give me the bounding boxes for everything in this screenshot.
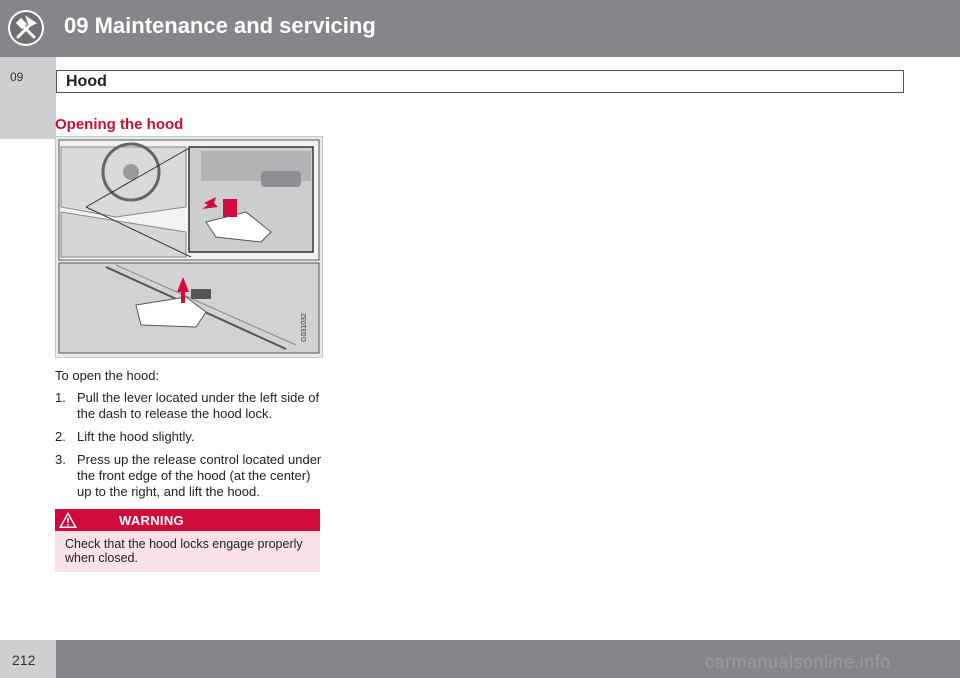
watermark: carmanualsonline.info bbox=[705, 652, 891, 672]
step-number: 3. bbox=[55, 452, 66, 467]
step-text: Press up the release control located under the front edge of the hood (at the center) up to the right, and lift the hood. bbox=[77, 452, 322, 499]
step-number: 2. bbox=[55, 429, 66, 444]
step-item bbox=[55, 429, 323, 445]
section-title: Hood bbox=[66, 73, 107, 90]
step-text: Lift the hood slightly. bbox=[77, 429, 195, 444]
warning-header bbox=[55, 509, 320, 531]
warning-triangle-icon bbox=[58, 510, 78, 530]
warning-box bbox=[55, 509, 320, 572]
step-item bbox=[55, 452, 323, 500]
illustration-drawing bbox=[56, 137, 322, 357]
intro-text: To open the hood: bbox=[55, 368, 160, 383]
step-text: Pull the lever located under the left side of the dash to release the hood lock. bbox=[77, 390, 320, 421]
step-number: 1. bbox=[55, 390, 66, 405]
steps-list bbox=[55, 390, 323, 507]
warning-title: WARNING bbox=[119, 513, 184, 528]
subheading: Opening the hood bbox=[55, 116, 184, 133]
chapter-tab bbox=[0, 57, 56, 139]
chapter-title: 09 Maintenance and servicing bbox=[64, 13, 376, 38]
chapter-number: 09 bbox=[10, 70, 24, 84]
figure-code: G031032 bbox=[301, 313, 308, 342]
hood-opening-illustration bbox=[55, 136, 323, 358]
warning-text: Check that the hood locks engage properly when closed. bbox=[65, 537, 303, 565]
section-title-box bbox=[56, 70, 904, 93]
step-item bbox=[55, 390, 323, 422]
wrench-screwdriver-icon bbox=[6, 8, 46, 48]
page-number: 212 bbox=[12, 652, 36, 668]
